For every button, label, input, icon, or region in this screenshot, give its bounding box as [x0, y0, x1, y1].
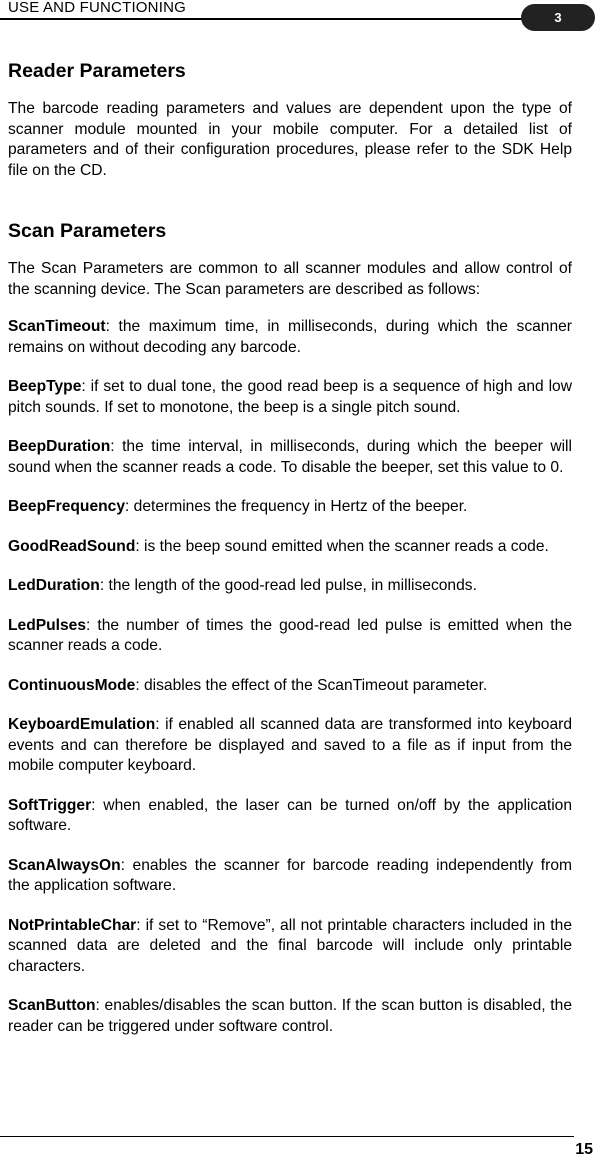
param-desc: : the number of times the good-read led pulse is emitted when the scanner reads a code.: [8, 616, 572, 654]
param-desc: : if set to dual tone, the good read beep is a sequence of high and low pitch sounds. If set to monotone, the beep is a single pitch sound.: [8, 378, 572, 416]
param-desc: : enables the scanner for barcode reading independently from the application software.: [8, 856, 572, 894]
param-term: KeyboardEmulation: [8, 716, 156, 733]
scan-parameters-heading: Scan Parameters: [8, 220, 167, 242]
param-term: LedPulses: [8, 616, 86, 634]
param-term: ContinuousMode: [8, 676, 136, 694]
param-term: ScanAlwaysOn: [8, 856, 121, 874]
param-scanbutton: [8, 996, 572, 1037]
header-section-title: USE AND FUNCTIONING: [8, 0, 186, 16]
param-term: BeepType: [8, 378, 82, 395]
param-ledduration: [8, 576, 572, 597]
scan-parameters-intro: The Scan Parameters are common to all scanner modules and allow control of the scanning device. The Scan parameters are described as follows:: [8, 260, 572, 298]
param-beepduration: [8, 437, 572, 478]
param-term: LedDuration: [8, 577, 100, 594]
param-desc: : the length of the good-read led pulse, in milliseconds.: [99, 577, 477, 594]
param-beeptype: [8, 377, 572, 418]
reader-parameters-heading: Reader Parameters: [8, 60, 186, 82]
param-desc: : if set to “Remove”, all not printable characters included in the scanned data are deleted and the final barcode will include only printable characters.: [8, 916, 572, 975]
header-rule: [0, 18, 540, 20]
param-scanalwayson: [8, 856, 572, 897]
param-notprintablechar: [8, 916, 572, 978]
param-desc: : is the beep sound emitted when the scanner reads a code.: [135, 537, 549, 555]
param-term: BeepDuration: [8, 438, 111, 455]
param-term: SoftTrigger: [8, 796, 92, 814]
param-ledpulses: [8, 616, 572, 657]
param-desc: : enables/disables the scan button. If the scan button is disabled, the reader can be triggered under software control.: [8, 997, 572, 1035]
param-continuousmode: [8, 676, 572, 697]
param-desc: : if enabled all scanned data are transformed into keyboard events and can therefore be displayed and saved to a file as if input from the mobile computer keyboard.: [8, 716, 572, 774]
param-term: GoodReadSound: [8, 537, 136, 555]
param-desc: : when enabled, the laser can be turned on/off by the application software.: [8, 796, 572, 834]
param-goodreadsound: [8, 537, 572, 558]
param-softtrigger: [8, 796, 572, 837]
chapter-number: 3: [554, 10, 562, 25]
param-desc: : determines the frequency in Hertz of the beeper.: [125, 498, 468, 515]
chapter-badge: [521, 4, 595, 31]
param-term: NotPrintableChar: [8, 916, 137, 934]
param-beepfrequency: [8, 497, 572, 518]
param-desc: : the time interval, in milliseconds, during which the beeper will sound when the scanner reads a code. To disable the beeper, set this value to 0.: [8, 438, 572, 476]
param-keyboardemulation: [8, 715, 572, 777]
reader-parameters-paragraph: The barcode reading parameters and values are dependent upon the type of scanner module mounted in your mobile computer. For a detailed list of parameters and of their configuration procedures, please refer to the SDK Help file on the CD.: [8, 100, 572, 179]
footer-rule: [0, 1136, 574, 1137]
page-number: 15: [575, 1141, 593, 1158]
param-term: ScanButton: [8, 997, 96, 1014]
param-term: ScanTimeout: [8, 318, 106, 335]
param-term: BeepFrequency: [8, 498, 125, 515]
param-desc: : disables the effect of the ScanTimeout parameter.: [135, 676, 488, 694]
param-desc: : the maximum time, in milliseconds, during which the scanner remains on without decoding any barcode.: [8, 318, 572, 356]
param-scantimeout: [8, 317, 572, 358]
page-content: [8, 58, 572, 1037]
